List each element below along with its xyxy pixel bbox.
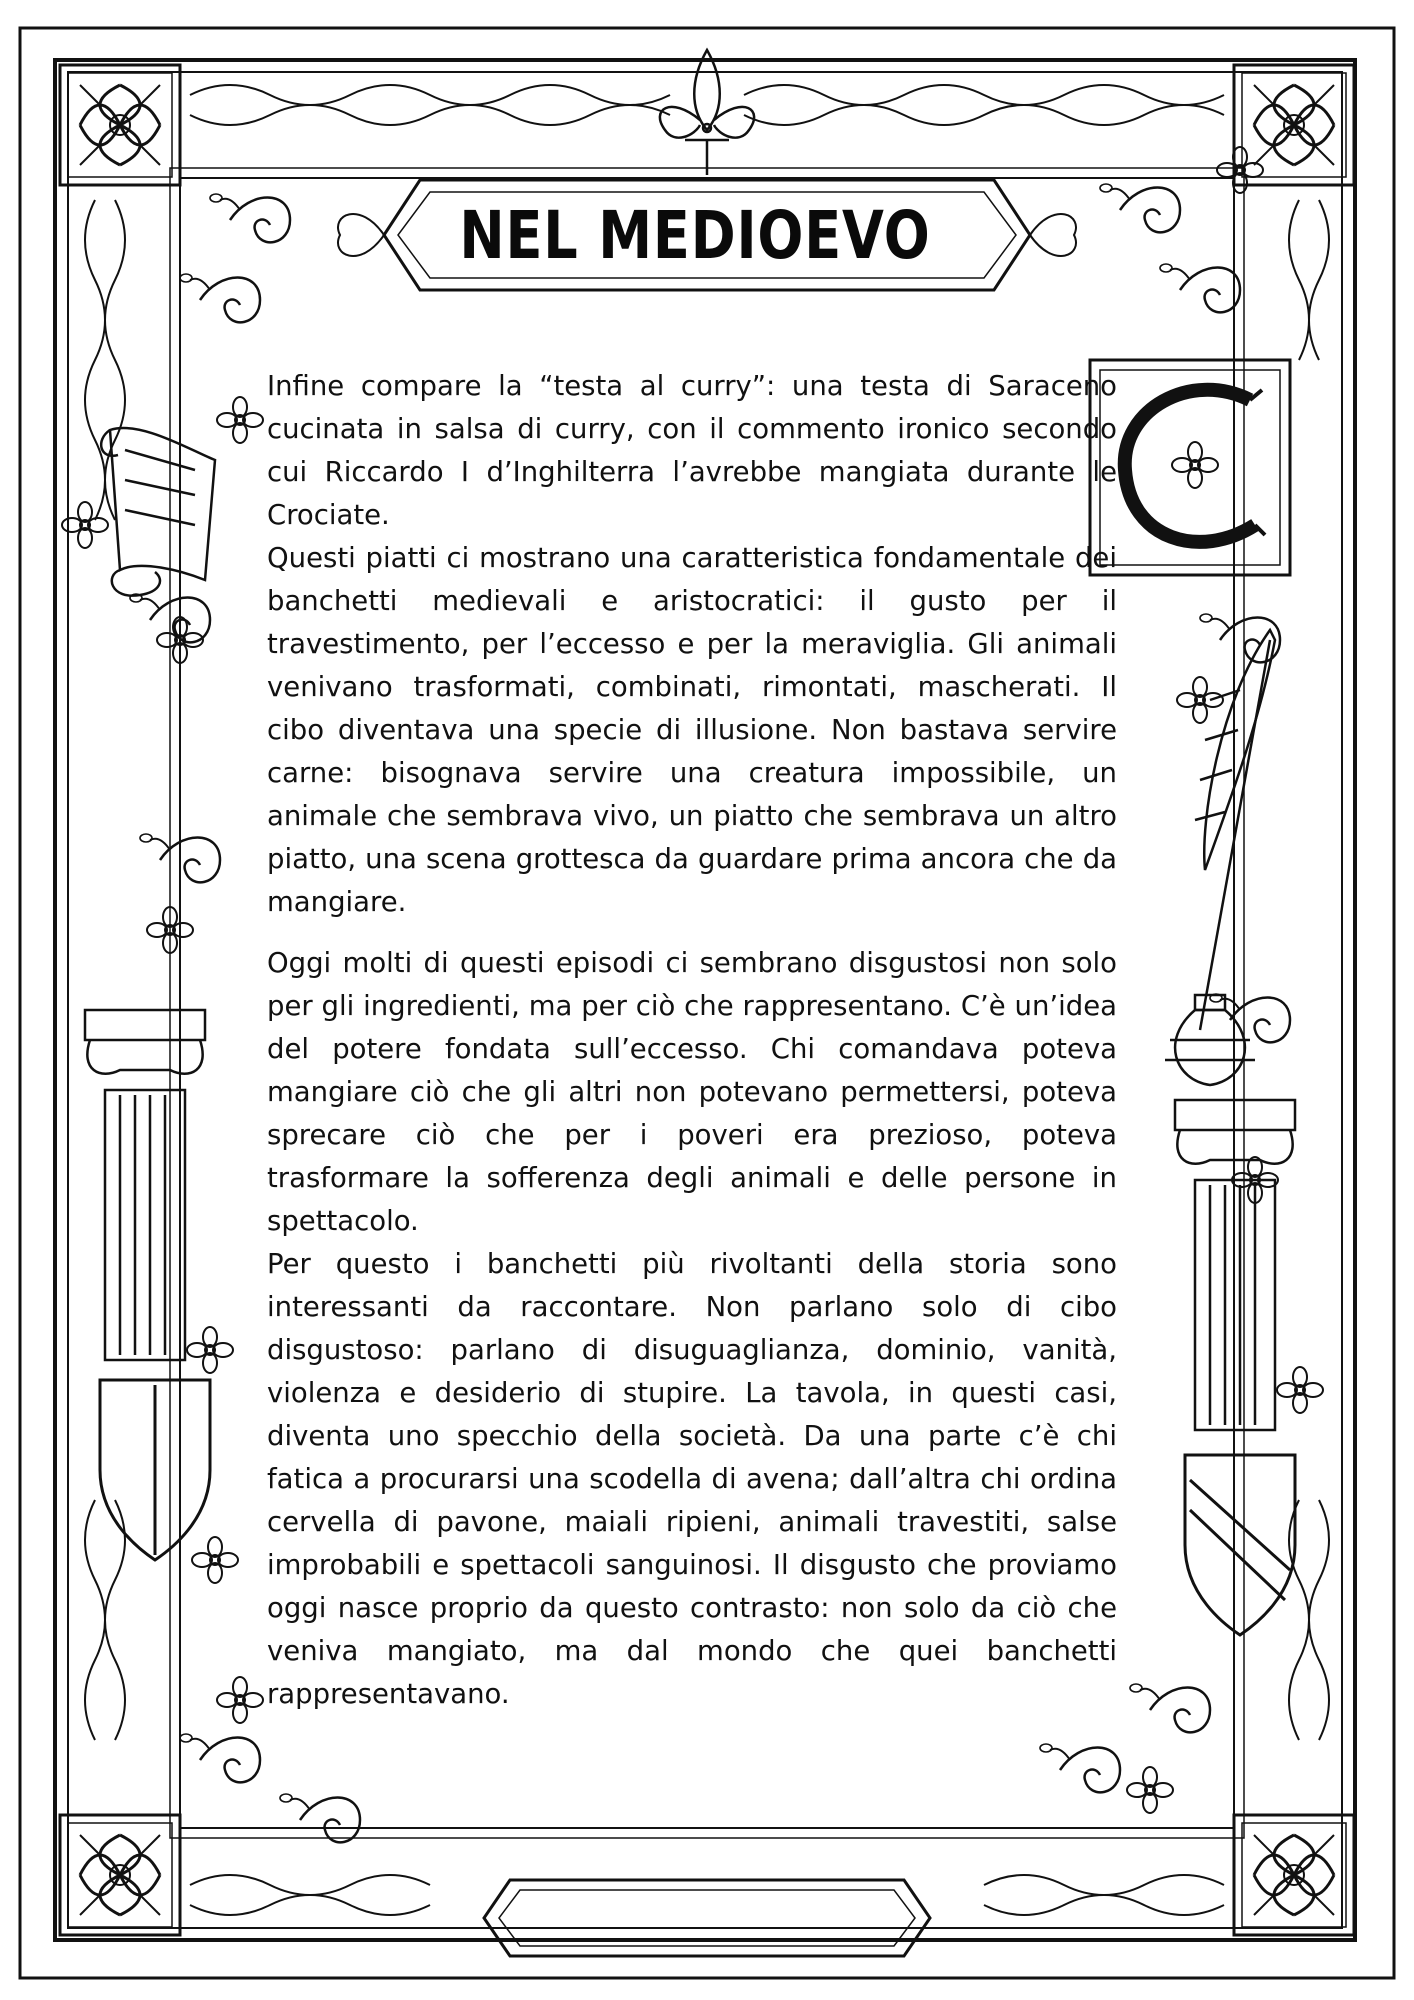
drop-cap-letter: C: [1190, 480, 1191, 481]
body-text: [267, 365, 1117, 1716]
column-icon: [85, 1010, 205, 1360]
celtic-knot-icon: [1234, 1815, 1354, 1935]
fleur-de-lis-icon: [660, 50, 754, 175]
celtic-knot-icon: [60, 65, 180, 185]
paragraph: Questi piatti ci mostrano una caratteristica fondamentale dei banchetti medievali e aristocratici: il gusto per il travestimento, per l’eccesso e per la meraviglia. Gli animali venivano trasformati, combinati, rimontati, mascherati. Il cibo diventava una specie di illusione. Non bastava servire carne: bisognava servire una creatura impossibile, un animale che sembrava vivo, un piatto che sembrava un altro piatto, una scena grottesca da guardare prima ancora che da mangiare.: [267, 542, 1117, 918]
paragraph: Infine compare la “testa al curry”: una testa di Saraceno cucinata in salsa di curry, con il commento ironico secondo cui Riccardo I d’Inghilterra l’avrebbe mangiata durante le Crociate.: [267, 370, 1117, 531]
paragraph: Per questo i banchetti più rivoltanti della storia sono interessanti da raccontare. Non parlano solo di cibo disgustoso: parlano di disuguaglianza, dominio, vanità, violenza e desiderio di stupire. La tavola, in questi casi, diventa uno specchio della società. Da una parte c’è chi fatica a procurarsi una scodella di avena; dall’altra chi ordina cervella di pavone, maiali ripieni, animali travestiti, salse improbabili e spettacoli sanguinosi. Il disgusto che proviamo oggi nasce proprio da questo contrasto: non solo da ciò che veniva mangiato, ma dal mondo che quei banchetti rappresentavano.: [267, 1248, 1117, 1710]
paragraph: Oggi molti di questi episodi ci sembrano disgustosi non solo per gli ingredienti, ma per ciò che rappresentano. C’è un’idea del potere fondata sull’eccesso. Chi comandava poteva mangiare ciò che gli altri non potevano permettersi, poteva sprecare ciò che per i poveri era prezioso, poteva trasformare la sofferenza degli animali e delle persone in spettacolo.: [267, 947, 1117, 1237]
page-title: NEL MEDIOEVO: [459, 196, 931, 274]
shield-icon: [100, 1380, 210, 1560]
flower-icon: [1172, 442, 1218, 488]
celtic-knot-icon: [1234, 65, 1354, 185]
celtic-knot-icon: [60, 1815, 180, 1935]
scroll-icon: [101, 428, 215, 596]
footer-cartouche: [484, 1880, 930, 1956]
shield-icon: [1185, 1455, 1295, 1635]
